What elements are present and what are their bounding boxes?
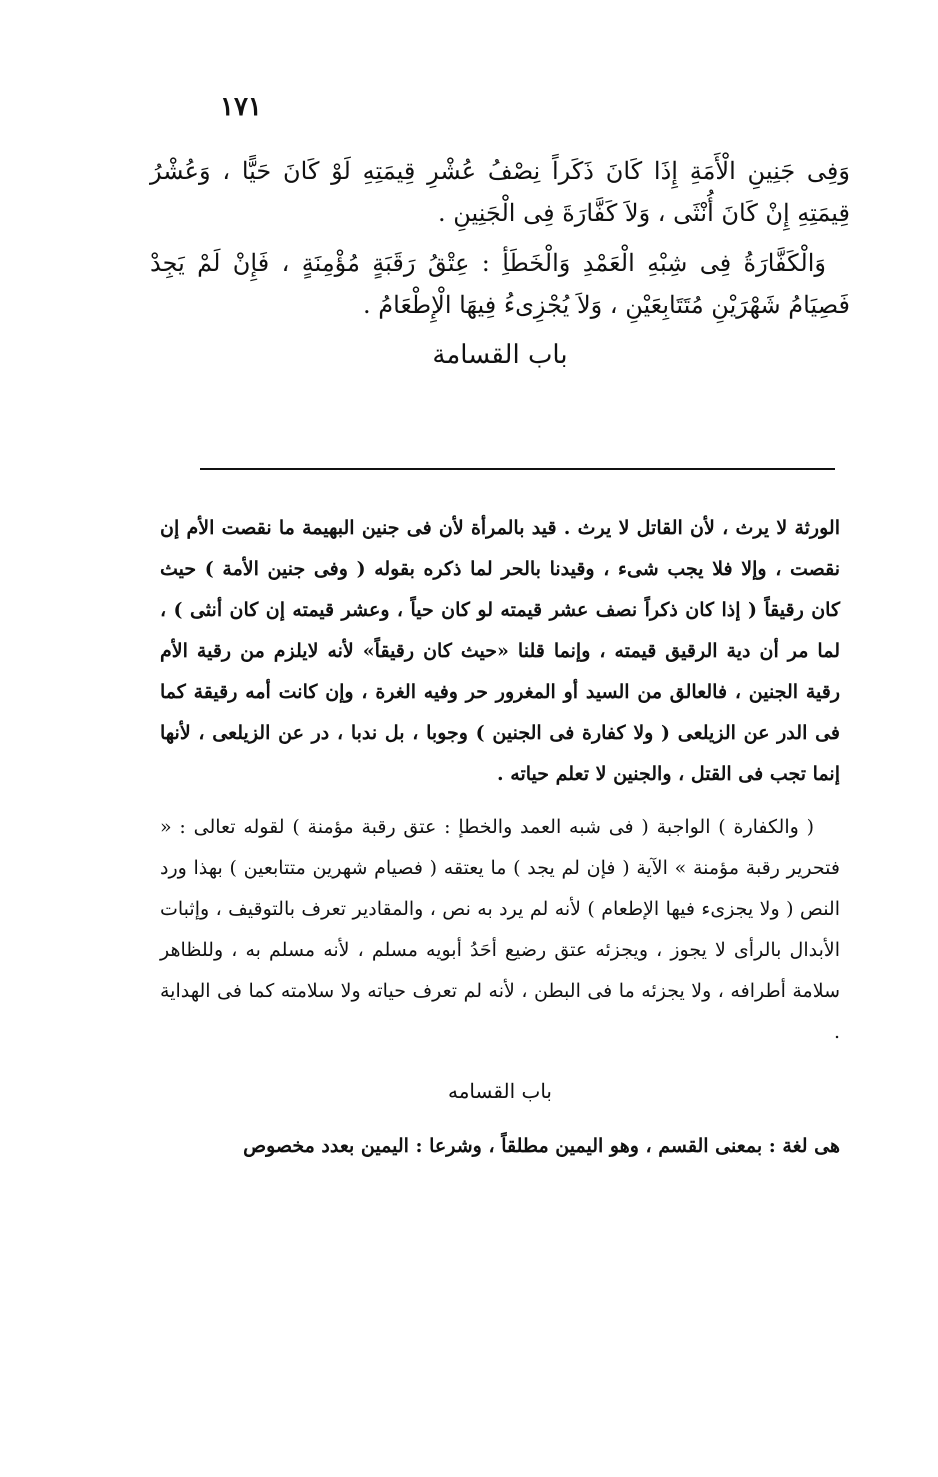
commentary-paragraph-2: ( والكفارة ) الواجبة ( فى شبه العمد والخطإ : عتق رقبة مؤمنة ) لقوله تعالى : « فتحرير رقبة مؤمنة » الآية ( فإن لم يجد ) ما يعتقه ( فصيام شهرين متتابعين ) بهذا ورد النص ( ولا يجزىء فيها الإطعام ) لأنه لم يرد به نص ، والمقادير تعرف بالتوقيف ، وإثبات الأبدال بالرأى لا يجوز ، ويجزئه عتق رضيع أحَدُ أبويه مسلم ، لأنه مسلم به ، وللظاهر سلامة أطرافه ، ولا يجزئه ما فى البطن ، لأنه لم تعرف حياته ولا سلامته كما فى الهداية . [160,816,840,1043]
matn-paragraph-2: وَالْكَفَّارَةُ فِى شِبْهِ الْعَمْدِ وَالْخَطَأِ : عِتْقُ رَقَبَةٍ مُؤْمِنَةٍ ، فَإِنْ لَمْ يَجِدْ فَصِيَامُ شَهْرَيْنِ مُتَتَابِعَيْنِ ، وَلاَ يُجْزِىءُ فِيهَا الْإِطْعَامُ . [150,249,850,319]
matn-paragraph-1: وَفِى جَنِينِ الْأَمَةِ إِذَا كَانَ ذَكَراً نِصْفُ عُشْرِ قِيمَتِهِ لَوْ كَانَ حَيًّا ، وَعُشْرُ قِيمَتِهِ إِنْ كَانَ أُنْثَى ، وَلاَ كَفَّارَةَ فِى الْجَنِينِ . [150,157,850,227]
commentary-chapter-heading: باب القسامه [448,1079,552,1103]
commentary-text [160,508,840,1179]
commentary-paragraph-1: الورثة لا يرث ، لأن القاتل لا يرث . قيد بالمرأة لأن فى جنين البهيمة ما نقصت الأم إن نقصت ، وإلا فلا يجب شىء ، وقيدنا بالحر لما ذكره بقوله ( وفى جنين الأمة ) حيث كان رقيقاً ( إذا كان ذكراً نصف عشر قيمته لو كان حياً ، وعشر قيمته إن كان أنثى ) ، لما مر أن دية الرقيق قيمته ، وإنما قلنا «حيث كان رقيقاً» لأنه لايلزم من رقية الأم رقية الجنين ، فالعالق من السيد أو المغرور حر وفيه الغرة ، وإن كانت أمه رقيقة كما فى الدر عن الزيلعى ( ولا كفارة فى الجنين ) وجوبا ، بل ندبا ، در عن الزيلعى ، لأنها إنما تجب فى القتل ، والجنين لا تعلم حياته . [160,517,840,785]
main-text [150,150,850,376]
chapter-heading: باب القسامة [432,340,568,370]
page-number: ١٧١ [220,92,262,122]
commentary-last-line: هى لغة : بمعنى القسم ، وهو اليمين مطلقاً ، وشرعا : اليمين بعدد مخصوص [243,1135,840,1157]
section-divider [200,468,835,470]
